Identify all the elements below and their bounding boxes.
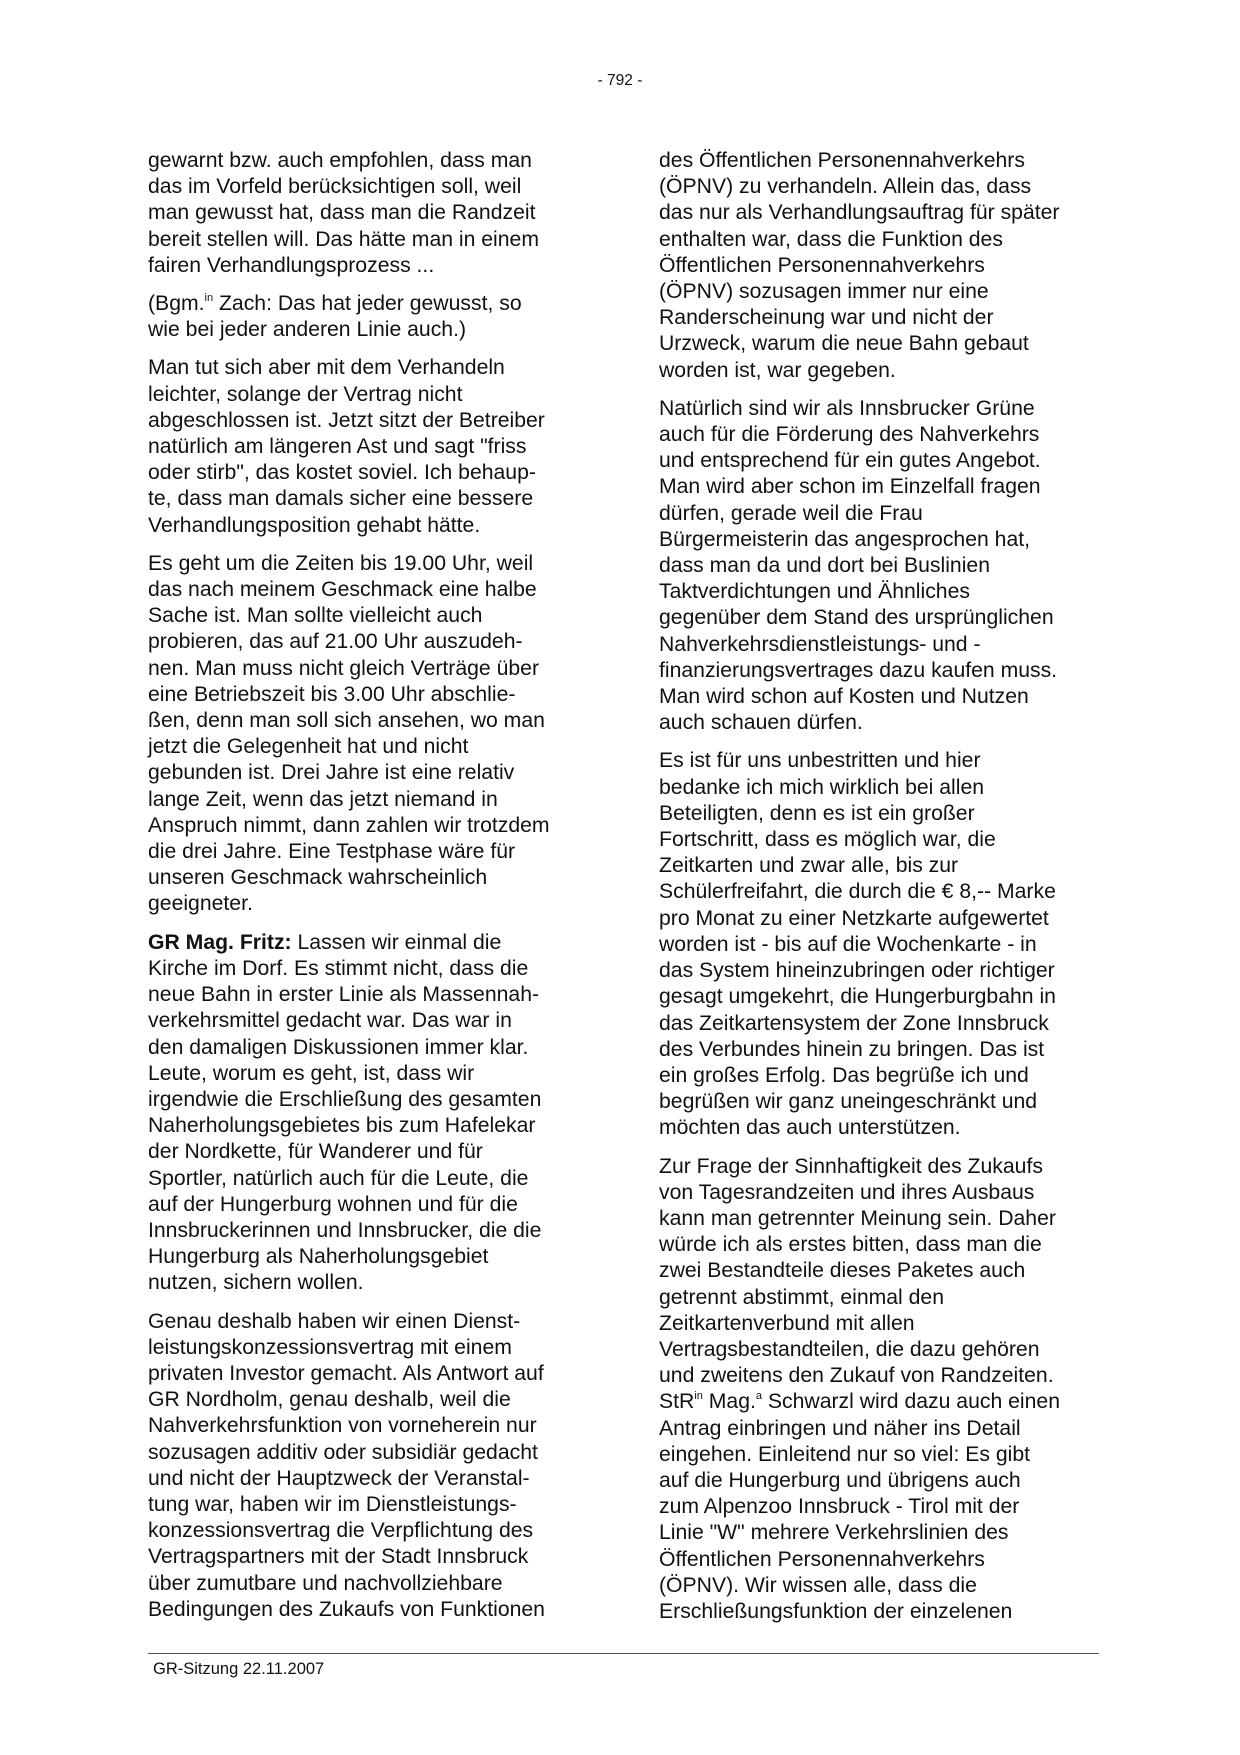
text-line xyxy=(659,1389,1107,1415)
text-line: unseren Geschmack wahrscheinlich xyxy=(148,866,488,890)
superscript: in xyxy=(694,1390,703,1403)
text-line: Nahverkehrsdienstleistungs- und - xyxy=(659,632,981,656)
text-line: Öffentlichen Personennahverkehrs xyxy=(659,253,985,277)
text-line: privaten Investor gemacht. Als Antwort auf xyxy=(148,1361,544,1385)
text-line: (ÖPNV). Wir wissen alle, dass die xyxy=(659,1573,977,1597)
superscript: a xyxy=(755,1390,763,1403)
text-line: nen. Man muss nicht gleich Verträge über xyxy=(148,656,540,680)
text-line: dass man da und dort bei Buslinien xyxy=(659,554,990,578)
title-prefix: StR xyxy=(659,1390,695,1414)
text-line: über zumutbare und nachvollziehbare xyxy=(148,1571,503,1595)
text-line xyxy=(148,930,596,956)
text-line: (ÖPNV) sozusagen immer nur eine xyxy=(659,280,989,304)
text-line: Taktverdichtungen und Ähnliches xyxy=(659,580,970,604)
text-line: Genau deshalb haben wir einen Dienst- xyxy=(148,1309,521,1333)
text-rest: Schwarzl wird dazu auch einen xyxy=(762,1390,1060,1414)
text-line: Sportler, natürlich auch für die Leute, die xyxy=(148,1166,529,1190)
text-line: Verhandlungsposition gehabt hätte. xyxy=(148,513,481,537)
text-line: tung war, haben wir im Dienstleistungs- xyxy=(148,1492,517,1516)
text-line: des Verbundes hinein zu bringen. Das ist xyxy=(659,1037,1045,1061)
text-line: Antrag einbringen und näher ins Detail xyxy=(659,1416,1021,1440)
paragraph xyxy=(148,148,596,279)
text-line: kann man getrennter Meinung sein. Daher xyxy=(659,1206,1056,1230)
text-line: dürfen, gerade weil die Frau xyxy=(659,501,923,525)
text-line: Nahverkehrsfunktion von vorneherein nur xyxy=(148,1414,537,1438)
text-line: Bürgermeisterin das angesprochen hat, xyxy=(659,527,1030,551)
text-line: Innsbruckerinnen und Innsbrucker, die die xyxy=(148,1218,542,1242)
text-line: konzessionsvertrag die Verpflichtung des xyxy=(148,1519,534,1543)
text-line: oder stirb", das kostet soviel. Ich behaup- xyxy=(148,461,536,485)
speaker-name: GR Mag. Fritz: xyxy=(148,930,292,954)
text-line: Zur Frage der Sinnhaftigkeit des Zukaufs xyxy=(659,1154,1043,1178)
text-line: der Nordkette, für Wanderer und für xyxy=(148,1140,483,1164)
text-line: Hungerburg als Naherholungsgebiet xyxy=(148,1245,489,1269)
text-line: und zweitens den Zukauf von Randzeiten. xyxy=(659,1364,1054,1388)
text-line: man gewusst hat, dass man die Randzeit xyxy=(148,201,536,225)
text-line: ßen, denn man soll sich ansehen, wo man xyxy=(148,709,545,733)
text-line: auch für die Förderung des Nahverkehrs xyxy=(659,423,1040,447)
text-line: begrüßen wir ganz uneingeschränkt und xyxy=(659,1090,1038,1114)
paragraph xyxy=(148,1309,596,1623)
text-line: die drei Jahre. Eine Testphase wäre für xyxy=(148,840,516,864)
text-line: würde ich als erstes bitten, dass man die xyxy=(659,1233,1042,1257)
text-line: gesagt umgekehrt, die Hungerburgbahn in xyxy=(659,985,1056,1009)
title-mid: Mag. xyxy=(702,1390,756,1414)
interjection-text: Zach: Das hat jeder gewusst, so xyxy=(213,292,522,316)
text-line: auch schauen dürfen. xyxy=(659,711,863,735)
text-line: getrennt abstimmt, einmal den xyxy=(659,1285,944,1309)
text-line: nutzen, sichern wollen. xyxy=(148,1271,364,1295)
text-line: pro Monat zu einer Netzkarte aufgewertet xyxy=(659,906,1049,930)
text-line: jetzt die Gelegenheit hat und nicht xyxy=(148,735,469,759)
text-line: auf der Hungerburg wohnen und für die xyxy=(148,1192,518,1216)
text-line: zwei Bestandteile dieses Paketes auch xyxy=(659,1259,1026,1283)
text-line: Es ist für uns unbestritten und hier xyxy=(659,749,981,773)
text-line: neue Bahn in erster Linie als Massennah- xyxy=(148,983,540,1007)
text-line: das nur als Verhandlungsauftrag für später xyxy=(659,201,1060,225)
text-line: Erschließungsfunktion der einzelenen xyxy=(659,1599,1013,1623)
text-line: das im Vorfeld berücksichtigen soll, weil xyxy=(148,175,522,199)
text-line: bedanke ich mich wirklich bei allen xyxy=(659,775,985,799)
text-line: Natürlich sind wir als Innsbrucker Grüne xyxy=(659,396,1035,420)
text-line: finanzierungsvertrages dazu kaufen muss. xyxy=(659,658,1058,682)
text-line: Leute, worum es geht, ist, dass wir xyxy=(148,1061,475,1085)
text-line: irgendwie die Erschließung des gesamten xyxy=(148,1087,542,1111)
text-line: ein großes Erfolg. Das begrüße ich und xyxy=(659,1063,1029,1087)
text-line: Kirche im Dorf. Es stimmt nicht, dass die xyxy=(148,956,529,980)
text-line: worden ist, war gegeben. xyxy=(659,358,896,382)
text-line: Es geht um die Zeiten bis 19.00 Uhr, weil xyxy=(148,551,534,575)
text-line: Schülerfreifahrt, die durch die € 8,-- Marke xyxy=(659,880,1056,904)
text-line: te, dass man damals sicher eine bessere xyxy=(148,487,534,511)
text-line: abgeschlossen ist. Jetzt sitzt der Betreiber xyxy=(148,408,545,432)
text-line: probieren, das auf 21.00 Uhr auszudeh- xyxy=(148,630,523,654)
text-line: Man wird schon auf Kosten und Nutzen xyxy=(659,685,1029,709)
paragraph xyxy=(659,396,1107,737)
text-line: sozusagen additiv oder subsidiär gedacht xyxy=(148,1440,538,1464)
page-number: - 792 - xyxy=(597,72,643,89)
text-line: Man wird aber schon im Einzelfall fragen xyxy=(659,475,1041,499)
paragraph xyxy=(148,355,596,538)
text-line: leistungskonzessionsvertrag mit einem xyxy=(148,1335,512,1359)
interjection xyxy=(148,291,596,343)
interjection-prefix: (Bgm. xyxy=(148,292,205,316)
text-line: bereit stellen will. Das hätte man in einem xyxy=(148,227,539,251)
text-line: Beteiligten, denn es ist ein großer xyxy=(659,801,975,825)
text-line: auf die Hungerburg und übrigens auch xyxy=(659,1468,1021,1492)
text-line: leichter, solange der Vertrag nicht xyxy=(148,382,463,406)
text-line: möchten das auch unterstützen. xyxy=(659,1116,961,1140)
text-line: lange Zeit, wenn das jetzt niemand in xyxy=(148,787,498,811)
text-line: Öffentlichen Personennahverkehrs xyxy=(659,1547,985,1571)
text-line: Urzweck, warum die neue Bahn gebaut xyxy=(659,332,1029,356)
paragraph xyxy=(659,148,1107,384)
text-line: Vertragsbestandteilen, die dazu gehören xyxy=(659,1337,1040,1361)
text-line: GR Nordholm, genau deshalb, weil die xyxy=(148,1388,511,1412)
text-line: geeigneter. xyxy=(148,892,253,916)
paragraph xyxy=(148,551,596,918)
footer-divider xyxy=(148,1653,1099,1654)
text-line: Zeitkarten und zwar alle, bis zur xyxy=(659,854,959,878)
text-line: eingehen. Einleitend nur so viel: Es gibt xyxy=(659,1442,1031,1466)
text-line: Naherholungsgebietes bis zum Hafelekar xyxy=(148,1114,536,1138)
text-line: das Zeitkartensystem der Zone Innsbruck xyxy=(659,1011,1049,1035)
text-line: den damaligen Diskussionen immer klar. xyxy=(148,1035,529,1059)
text-line: verkehrsmittel gedacht war. Das war in xyxy=(148,1009,512,1033)
footer-session-date: GR-Sitzung 22.11.2007 xyxy=(153,1660,325,1678)
speech-text: Lassen wir einmal die xyxy=(291,930,502,954)
text-line: Zeitkartenverbund mit allen xyxy=(659,1311,915,1335)
text-line: Vertragspartners mit der Stadt Innsbruck xyxy=(148,1545,529,1569)
text-line: gegenüber dem Stand des ursprünglichen xyxy=(659,606,1054,630)
text-line: Bedingungen des Zukaufs von Funktionen xyxy=(148,1597,545,1621)
speech xyxy=(148,930,596,1297)
paragraph xyxy=(659,1154,1107,1626)
text-line: wie bei jeder anderen Linie auch.) xyxy=(148,318,467,342)
text-line: Randerscheinung war und nicht der xyxy=(659,306,994,330)
text-line: eine Betriebszeit bis 3.00 Uhr abschlie- xyxy=(148,682,516,706)
text-line: (ÖPNV) zu verhandeln. Allein das, dass xyxy=(659,175,1032,199)
right-column xyxy=(659,148,1107,1637)
superscript: in xyxy=(204,292,214,305)
text-line: zum Alpenzoo Innsbruck - Tirol mit der xyxy=(659,1495,1020,1519)
text-line: worden ist - bis auf die Wochenkarte - in xyxy=(659,932,1037,956)
text-line: und nicht der Hauptzweck der Veranstal- xyxy=(148,1466,530,1490)
text-line xyxy=(148,291,596,317)
text-line: das nach meinem Geschmack eine halbe xyxy=(148,578,537,602)
text-line: und entsprechend für ein gutes Angebot. xyxy=(659,449,1041,473)
text-line: das System hineinzubringen oder richtiger xyxy=(659,959,1055,983)
text-line: gebunden ist. Drei Jahre ist eine relativ xyxy=(148,761,515,785)
text-line: fairen Verhandlungsprozess ... xyxy=(148,253,435,277)
text-line: Man tut sich aber mit dem Verhandeln xyxy=(148,356,505,380)
text-line: von Tagesrandzeiten und ihres Ausbaus xyxy=(659,1180,1035,1204)
text-line: gewarnt bzw. auch empfohlen, dass man xyxy=(148,149,532,172)
text-line: des Öffentlichen Personennahverkehrs xyxy=(659,149,1025,172)
text-line: Linie "W" mehrere Verkehrslinien des xyxy=(659,1521,1009,1545)
text-line: natürlich am längeren Ast und sagt "friss xyxy=(148,435,527,459)
text-line: enthalten war, dass die Funktion des xyxy=(659,227,1003,251)
paragraph xyxy=(659,748,1107,1141)
text-line: Anspruch nimmt, dann zahlen wir trotzdem xyxy=(148,813,550,837)
left-column xyxy=(148,148,596,1635)
text-line: Fortschritt, dass es möglich war, die xyxy=(659,828,996,852)
text-line: Sache ist. Man sollte vielleicht auch xyxy=(148,604,483,628)
